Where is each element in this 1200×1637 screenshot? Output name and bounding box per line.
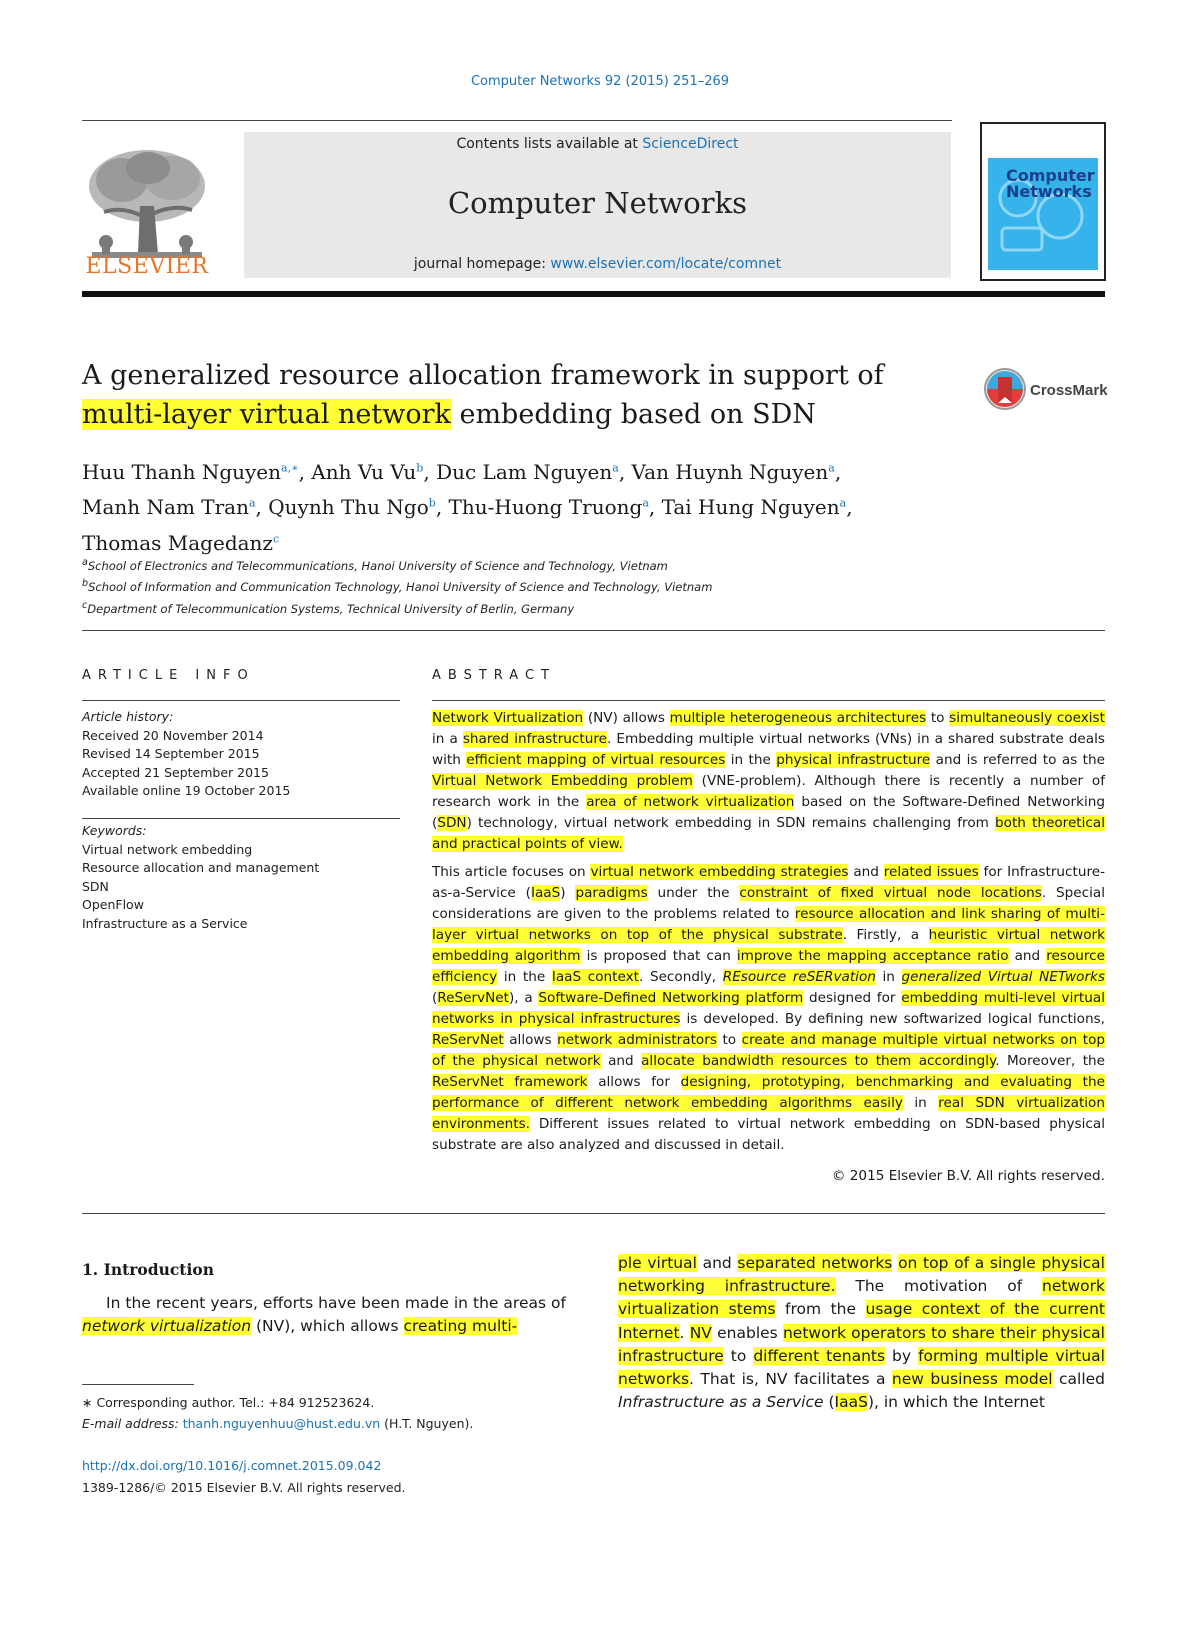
abstract-heading: ABSTRACT bbox=[432, 668, 556, 683]
author-list bbox=[82, 452, 932, 559]
affiliations bbox=[82, 554, 982, 618]
highlighted-phrase: allocate bandwidth resources to them accordingly bbox=[641, 1053, 996, 1069]
journal-homepage-line: journal homepage: www.elsevier.com/locate/comnet bbox=[413, 256, 782, 272]
author: Thomas Magedanz$^c$ bbox=[82, 530, 280, 555]
highlighted-phrase: Virtual Network Embedding problem bbox=[432, 773, 693, 789]
text-run: Infrastructure as a Service bbox=[618, 1393, 824, 1412]
crossmark-icon[interactable] bbox=[982, 366, 1112, 412]
highlighted-phrase: ReServNet bbox=[437, 990, 509, 1006]
introduction-column-1 bbox=[82, 1292, 566, 1338]
keywords-label: Keywords: bbox=[82, 823, 147, 838]
text-run: to bbox=[716, 1032, 742, 1048]
text-run: ( bbox=[823, 1393, 835, 1412]
highlighted-phrase: creating multi- bbox=[403, 1317, 518, 1336]
doi-link[interactable]: http://dx.doi.org/10.1016/j.comnet.2015.09.042 bbox=[82, 1458, 382, 1473]
masthead-rule bbox=[82, 291, 1105, 297]
highlighted-phrase: NV bbox=[689, 1323, 712, 1342]
highlighted-phrase: ReServNet framework bbox=[432, 1074, 588, 1090]
text-run: and is referred to as the bbox=[930, 752, 1105, 768]
highlighted-phrase: different tenants bbox=[753, 1346, 886, 1365]
text-run: allows for bbox=[587, 1074, 681, 1090]
text-run: called bbox=[1052, 1370, 1106, 1389]
highlighted-phrase: physical infrastructure bbox=[776, 752, 931, 768]
text-run: ), in which the Internet bbox=[867, 1393, 1045, 1412]
text-run: (NV), which allows bbox=[251, 1317, 404, 1336]
highlighted-phrase: Network Virtualization bbox=[432, 710, 584, 726]
text-run: . Special considerations are given to the problems related to bbox=[432, 885, 1106, 922]
text-run: in bbox=[902, 1095, 939, 1111]
abstract-copyright: © 2015 Elsevier B.V. All rights reserved. bbox=[831, 1168, 1105, 1184]
keyword: Infrastructure as a Service bbox=[82, 915, 248, 931]
highlighted-phrase: resource efficiency bbox=[432, 948, 1106, 985]
highlighted-phrase: create and manage multiple virtual networks on top of the physical network bbox=[432, 1032, 1106, 1069]
text-run: in the bbox=[725, 752, 777, 768]
journal-cover-thumbnail[interactable] bbox=[980, 122, 1106, 281]
text-run: designed for bbox=[803, 990, 902, 1006]
crossmark-label: CrossMark bbox=[1030, 382, 1108, 399]
affiliation: $^c$Department of Telecommunication Systems, Technical University of Berlin, Germany bbox=[82, 599, 575, 616]
text-run: . bbox=[679, 1323, 690, 1342]
highlighted-phrase: area of network virtualization bbox=[586, 794, 795, 810]
highlighted-phrase: embedding multi-level virtual networks in physical infrastructures bbox=[432, 990, 1105, 1027]
author: Huu Thanh Nguyen$^{a,∗}$, bbox=[82, 459, 312, 484]
text-run: (NV) allows bbox=[583, 710, 670, 726]
keywords bbox=[82, 822, 402, 933]
highlighted-phrase: virtual network embedding strategies bbox=[590, 864, 849, 880]
highlighted-phrase: shared infrastructure bbox=[462, 731, 607, 747]
email-note: E-mail address: thanh.nguyenhuu@hust.edu.vn (H.T. Nguyen). bbox=[82, 1416, 474, 1431]
author: Thu-Huong Truong$^a$, bbox=[448, 495, 662, 520]
text-run: is proposed that can bbox=[580, 948, 737, 964]
introduction-column-2 bbox=[618, 1252, 1105, 1414]
text-run: . Moreover, the bbox=[995, 1053, 1106, 1069]
journal-homepage-link[interactable]: www.elsevier.com/locate/comnet bbox=[550, 256, 782, 272]
highlighted-phrase: efficient mapping of virtual resources bbox=[466, 752, 726, 768]
article-history bbox=[82, 708, 402, 801]
text-run: based on the Software-Defined Networking ( bbox=[432, 794, 1105, 831]
text-run: by bbox=[885, 1346, 919, 1365]
author-email-link[interactable]: thanh.nguyenhuu@hust.edu.vn bbox=[182, 1416, 381, 1431]
text-run: ( bbox=[432, 990, 438, 1006]
highlighted-phrase: IaaS bbox=[530, 885, 561, 901]
text-run: ) bbox=[560, 885, 576, 901]
section-rule bbox=[82, 630, 1105, 631]
text-run: In the recent years, efforts have been made in the areas of bbox=[106, 1294, 566, 1312]
highlighted-phrase: separated networks bbox=[737, 1254, 893, 1272]
highlighted-phrase: both theoretical and practical points of view. bbox=[432, 815, 1105, 852]
history-item: Accepted 21 September 2015 bbox=[82, 764, 269, 780]
highlighted-phrase: resource allocation and link sharing of multi-layer virtual networks on top of the physical substrate bbox=[432, 906, 1105, 943]
text-run: in the bbox=[497, 969, 552, 985]
running-header[interactable]: Computer Networks 92 (2015) 251–269 bbox=[470, 74, 730, 89]
contents-line: Contents lists available at ScienceDirect bbox=[456, 136, 739, 152]
text-run: is developed. By defining new softwarized logical functions, bbox=[680, 1011, 1105, 1027]
text-run: . Embedding multiple virtual networks (VNs) in a shared substrate deals with bbox=[432, 731, 1105, 768]
text-run: allows bbox=[503, 1032, 558, 1048]
corresponding-author-note: ∗ Corresponding author. Tel.: +84 912523624. bbox=[82, 1395, 375, 1410]
text-run: in a bbox=[432, 731, 463, 747]
highlighted-phrase: REsource reSERvation bbox=[722, 969, 876, 985]
article-info-rule bbox=[82, 700, 400, 701]
article-title: A generalized resource allocation framework in support of multi-layer virtual network embedding based on SDN bbox=[82, 360, 884, 430]
author: Duc Lam Nguyen$^a$, bbox=[436, 459, 632, 484]
author: Tai Hung Nguyen$^a$, bbox=[661, 495, 853, 520]
text-run: and bbox=[848, 864, 884, 880]
text-run: ), a bbox=[509, 990, 539, 1006]
keyword: Resource allocation and management bbox=[82, 860, 320, 875]
article-info-heading: ARTICLE INFO bbox=[82, 668, 255, 683]
cover-title: Computer Networks bbox=[1006, 166, 1095, 201]
footnote-rule bbox=[82, 1384, 194, 1385]
highlighted-phrase: simultaneously coexist bbox=[949, 710, 1105, 726]
highlighted-phrase: ple virtual bbox=[618, 1254, 697, 1272]
highlighted-phrase: forming multiple virtual networks bbox=[618, 1346, 1105, 1389]
highlighted-phrase: constraint of fixed virtual node locations bbox=[739, 885, 1042, 901]
history-item: Received 20 November 2014 bbox=[82, 727, 264, 743]
highlighted-phrase: improve the mapping acceptance ratio bbox=[736, 948, 1009, 964]
masthead-top-rule bbox=[82, 120, 952, 121]
text-run: to bbox=[723, 1346, 754, 1365]
history-label: Article history: bbox=[82, 709, 174, 724]
highlighted-phrase: multiple heterogeneous architectures bbox=[669, 710, 927, 726]
author: Quynh Thu Ngo$^b$, bbox=[268, 495, 449, 520]
text-run: This article focuses on bbox=[432, 864, 591, 880]
journal-name: Computer Networks bbox=[447, 186, 748, 220]
keyword: Virtual network embedding bbox=[82, 841, 253, 857]
history-item: Available online 19 October 2015 bbox=[82, 783, 291, 798]
highlighted-phrase: network administrators bbox=[557, 1032, 717, 1048]
sciencedirect-link[interactable]: ScienceDirect bbox=[642, 136, 739, 152]
section-rule bbox=[82, 1213, 1105, 1214]
highlighted-phrase: network operators to share their physical infrastructure bbox=[618, 1323, 1105, 1365]
author: Van Huynh Nguyen$^a$, bbox=[631, 459, 842, 484]
text-run: . That is, NV facilitates a bbox=[689, 1370, 892, 1389]
text-run: enables bbox=[711, 1323, 783, 1342]
text-run: (VNE-problem). Although there is recently a number of research work in the bbox=[432, 773, 1105, 810]
text-run: . Secondly, bbox=[639, 969, 723, 985]
text-run: from the bbox=[775, 1300, 866, 1319]
affiliation: $^a$School of Electronics and Telecommunications, Hanoi University of Science and Technology, Vietnam bbox=[82, 557, 668, 573]
author: Manh Nam Tran$^a$, bbox=[82, 495, 269, 520]
history-item: Revised 14 September 2015 bbox=[82, 746, 260, 761]
text-run: . Firstly, a bbox=[842, 927, 929, 943]
highlighted-phrase: heuristic virtual network embedding algorithm bbox=[432, 927, 1105, 964]
highlighted-phrase: related issues bbox=[883, 864, 979, 880]
text-run: for Infrastructure-as-a-Service ( bbox=[432, 864, 1106, 901]
abstract-paragraph-1 bbox=[432, 708, 1105, 855]
affiliation: $^b$School of Information and Communication Technology, Hanoi University of Science and Technology, Vietnam bbox=[82, 578, 713, 595]
highlighted-phrase: on top of a single physical networking infrastructure. bbox=[618, 1254, 1105, 1296]
text-run: and bbox=[600, 1053, 642, 1069]
keyword: OpenFlow bbox=[82, 897, 144, 912]
elsevier-wordmark: ELSEVIER bbox=[85, 254, 209, 279]
issn-line: 1389-1286/© 2015 Elsevier B.V. All rights reserved. bbox=[82, 1480, 406, 1495]
text-run: and bbox=[696, 1254, 738, 1272]
highlighted-phrase: paradigms bbox=[575, 885, 648, 901]
abstract-rule bbox=[432, 700, 1105, 701]
text-run: ) technology, virtual network embedding in SDN remains challenging from bbox=[466, 815, 996, 831]
highlighted-phrase: SDN bbox=[437, 815, 467, 831]
text-run: under the bbox=[647, 885, 740, 901]
article-info-rule bbox=[82, 818, 400, 819]
highlighted-phrase: ReServNet bbox=[432, 1032, 504, 1048]
text-run: Different issues related to virtual network embedding on SDN-based physical substrate are also analyzed and discussed in detail. bbox=[432, 1116, 1105, 1153]
highlighted-phrase: new business model bbox=[891, 1370, 1053, 1389]
text-run: The motivation of bbox=[835, 1277, 1043, 1296]
highlighted-phrase: designing, prototyping, benchmarking and evaluating the performance of different network embedding algorithms easily bbox=[432, 1074, 1105, 1111]
highlighted-phrase: usage context of the current Internet bbox=[618, 1300, 1105, 1342]
highlighted-phrase: IaaS bbox=[834, 1393, 868, 1412]
introduction-heading: 1. Introduction bbox=[82, 1260, 214, 1279]
highlighted-phrase: real SDN virtualization environments. bbox=[432, 1095, 1105, 1132]
abstract-paragraph-2 bbox=[432, 862, 1105, 1156]
highlighted-phrase: network virtualization stems bbox=[618, 1277, 1105, 1319]
highlighted-phrase: generalized Virtual NETworks bbox=[901, 969, 1105, 985]
text-run: in bbox=[875, 969, 902, 985]
text-run: to bbox=[926, 710, 950, 726]
highlighted-phrase: IaaS context bbox=[551, 969, 639, 985]
keyword: SDN bbox=[82, 878, 109, 894]
text-run: and bbox=[1008, 948, 1047, 964]
highlighted-phrase: Software-Defined Networking platform bbox=[538, 990, 804, 1006]
highlighted-phrase: network virtualization bbox=[82, 1317, 252, 1336]
author: Anh Vu Vu$^b$, bbox=[311, 459, 437, 484]
footnotes bbox=[82, 1392, 566, 1434]
